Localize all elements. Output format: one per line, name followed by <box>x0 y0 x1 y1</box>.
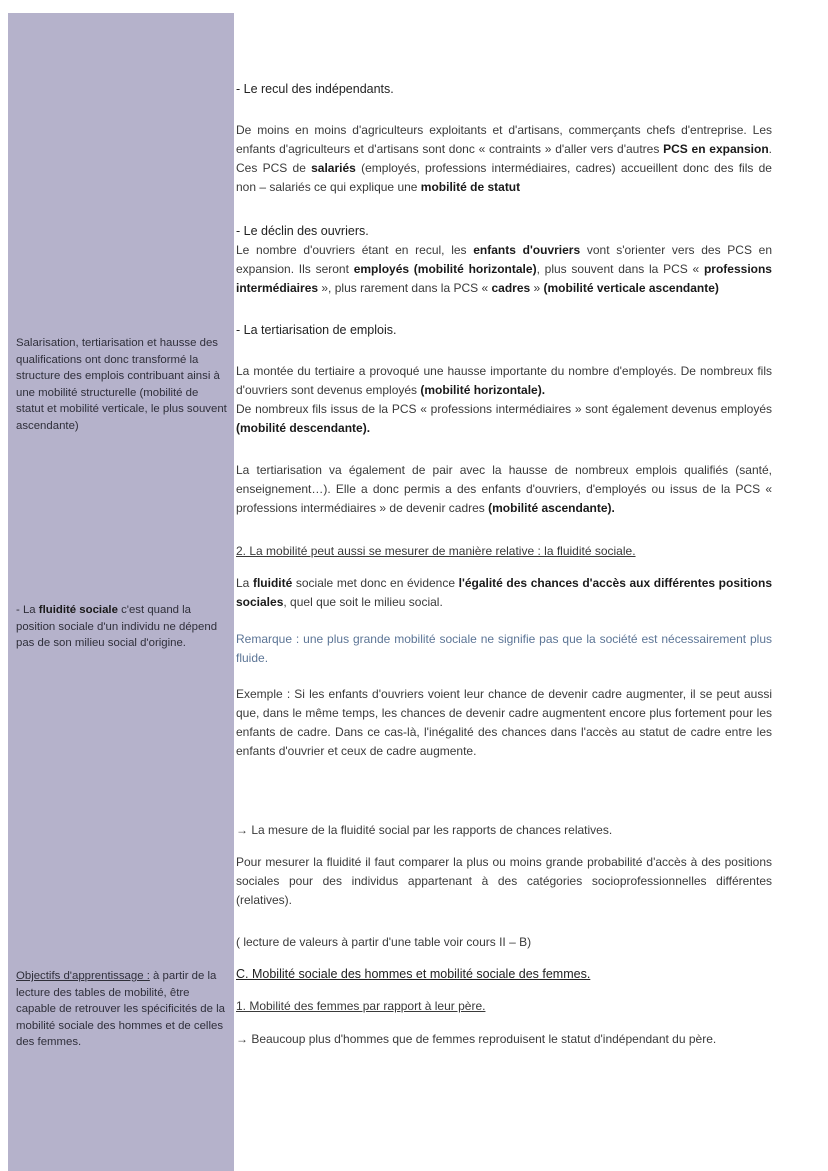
paragraph-ouvriers: Le nombre d'ouvriers étant en recul, les enfants d'ouvriers vont s'orienter vers des PCS en expansion. Ils seront employés (mobilité horizontale), plus souvent dans la PCS « professions intermédiaires », plus rarement dans la PCS « cadres » (mobilité verticale ascendante) <box>236 243 773 295</box>
paragraph-independants: De moins en moins d'agriculteurs exploitants et d'artisans, commerçants chefs d'entreprise. Les enfants d'agriculteurs et d'artisans sont donc « contraints » d'aller vers d'autres PCS en expansion. Ces PCS de salariés (employés, professions intermédiaires, cadres) accueillent donc des fils de non – salariés ce qui explique une mobilité de statut <box>236 123 772 194</box>
remark-note: Remarque : une plus grande mobilité sociale ne signifie pas que la société est nécessairement plus fluide. <box>236 632 772 665</box>
example-paragraph: Exemple : Si les enfants d'ouvriers voient leur chance de devenir cadre augmenter, il se peut aussi que, dans le même temps, les chances de devenir cadre augmentent encore plus fortement pour les enfants de cadre. Dans ce cas-là, l'inégalité des chances dans l'accès au statut de cadre entre les enfants d'ouvrier et ceux de cadre augmente. <box>236 687 772 758</box>
heading-recul-independants: - Le recul des indépendants. <box>236 82 394 96</box>
paragraph-emplois-qualifies: La tertiarisation va également de pair avec la hausse de nombreux emplois qualifiés (santé, enseignement…). Elle a donc permis a des enfants d'ouvriers, d'employés ou issus de la PCS « professions intermédiaires » de devenir cadres (mobilité ascendante). <box>236 463 772 515</box>
paragraph-tertiaire: La montée du tertiaire a provoqué une hausse importante du nombre d'employés. De nombreux fils d'ouvriers sont devenus employés (mobilité horizontale). De nombreux fils issus de la PCS « professions intermédiaires » sont également devenus employés (mobilité descendante). <box>236 364 772 435</box>
reference-note: ( lecture de valeurs à partir d'une table voir cours II – B) <box>236 935 532 949</box>
heading-declin-ouvriers: - Le déclin des ouvriers. <box>236 224 369 238</box>
sidebar-note-objectives: Objectifs d'apprentissage : à partir de la lecture des tables de mobilité, être capable de retrouver les spécificités de la mobilité sociale des hommes et de celles des femmes. <box>16 970 225 1048</box>
section-title-fluidite: 2. La mobilité peut aussi se mesurer de manière relative : la fluidité sociale. <box>236 544 636 558</box>
paragraph-fluidite: La fluidité sociale met donc en évidence l'égalité des chances d'accès aux différentes positions sociales, quel que soit le milieu social. <box>236 576 773 609</box>
heading-mesure-fluidite: → La mesure de la fluidité social par les rapports de chances relatives. <box>236 823 613 837</box>
heading-tertiarisation: - La tertiarisation de emplois. <box>236 323 397 337</box>
paragraph-mesure: Pour mesurer la fluidité il faut comparer la plus ou moins grande probabilité d'accès à des positions sociales pour des individus appartenant à des catégories socioprofessionnelles différentes (relatives). <box>236 855 772 907</box>
sidebar-note-structural: Salarisation, tertiarisation et hausse des qualifications ont donc transformé la structure des emplois contribuant ainsi à une mobilité structurelle (mobilité de statut et mobilité verticale, le plus souvent ascendante) <box>16 337 227 432</box>
subsection-title-c1: 1. Mobilité des femmes par rapport à leur père. <box>236 999 486 1013</box>
section-title-c: C. Mobilité sociale des hommes et mobilité sociale des femmes. <box>236 967 591 981</box>
objectives-label: Objectifs d'apprentissage : <box>16 970 150 982</box>
paragraph-c1: → Beaucoup plus d'hommes que de femmes reproduisent le statut d'indépendant du père. <box>236 1032 717 1046</box>
sidebar-note-fluidity: - La fluidité sociale c'est quand la position sociale d'un individu ne dépend pas de son milieu social d'origine. <box>16 604 218 649</box>
